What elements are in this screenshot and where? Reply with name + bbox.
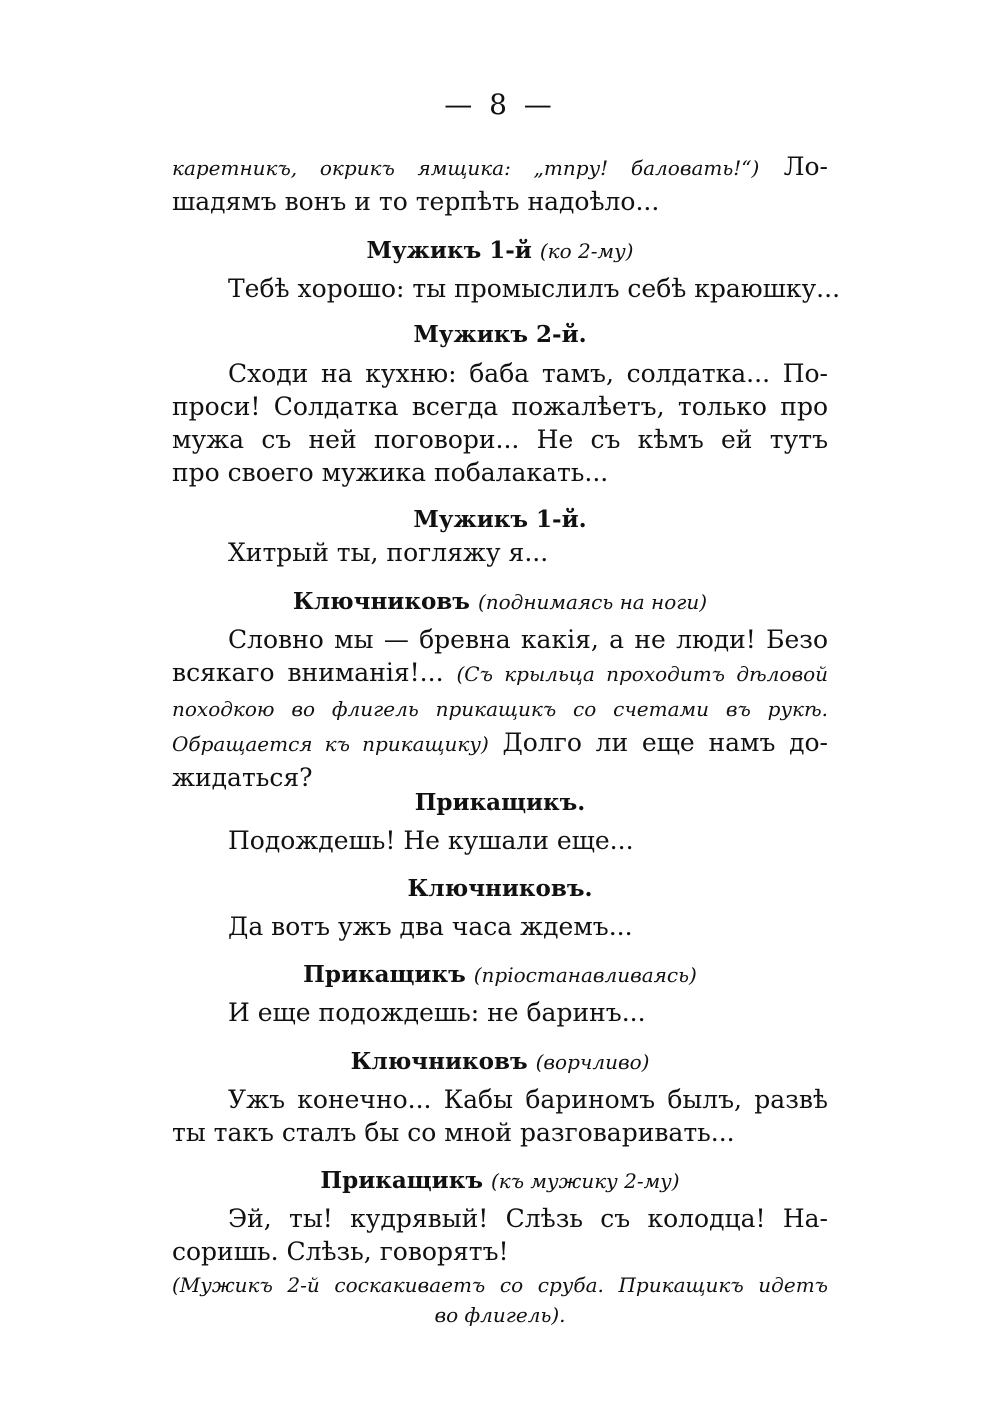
speaker-name: Ключниковъ	[350, 1048, 528, 1075]
speech-paragraph	[172, 357, 828, 489]
stage-direction: (поднимаясь на ноги)	[477, 590, 708, 614]
speech-paragraph	[172, 910, 828, 943]
text-line: (Мужикъ 2-й соскакиваетъ со сруба. Прикащикъ идетъ	[172, 1273, 828, 1297]
speech-paragraph	[172, 996, 828, 1029]
text-line	[172, 726, 828, 761]
speaker-name: Ключниковъ.	[407, 875, 593, 902]
text-line: во флигель).	[434, 1303, 566, 1327]
text-line: про своего мужика побалакать...	[172, 458, 609, 487]
speaker-name: Прикащикъ	[303, 961, 466, 988]
stage-direction: (Съ крыльца проходитъ дѣловой	[456, 662, 829, 686]
text-line: ты такъ сталъ бы со мной разговаривать...	[172, 1118, 735, 1147]
speech-paragraph	[172, 1083, 828, 1149]
text-line: Тебѣ хорошо: ты промыслилъ себѣ краюшку...	[228, 274, 841, 303]
text-line: жидаться?	[172, 763, 313, 792]
speaker-heading	[172, 1166, 828, 1196]
stage-direction: походкою во флигель прикащикъ со счетами въ рукѣ.	[172, 697, 828, 721]
text-line	[172, 150, 828, 185]
speaker-heading	[172, 788, 828, 818]
speaker-heading	[172, 960, 828, 990]
speaker-heading	[172, 874, 828, 904]
text-line	[172, 691, 828, 726]
text-line: Словно мы — бревна какія, а не люди! Безо	[228, 625, 828, 654]
speaker-heading	[172, 587, 828, 617]
stage-direction: каретникъ, окрикъ ямщика: „тпру! баловать!“)	[172, 156, 760, 180]
speaker-name: Ключниковъ	[292, 588, 470, 615]
text-line	[172, 656, 828, 691]
text-line: И еще подождешь: не баринъ...	[228, 998, 646, 1027]
speaker-name: Прикащикъ	[320, 1167, 483, 1194]
stage-direction: (ко 2-му)	[539, 239, 634, 263]
text-fragment: всякаго вниманія!...	[172, 658, 444, 687]
speech-paragraph	[172, 1202, 828, 1268]
text-line: Подождешь! Не кушали еще...	[228, 826, 634, 855]
speech-paragraph	[172, 536, 828, 569]
speaker-heading	[172, 320, 828, 350]
speaker-name: Мужикъ 2-й.	[413, 321, 587, 348]
text-line: соришь. Слѣзь, говорятъ!	[172, 1237, 509, 1266]
text-line: Хитрый ты, погляжу я...	[228, 538, 549, 567]
text-fragment: Долго ли еще намъ до-	[502, 728, 828, 757]
page-number: — 8 —	[444, 88, 556, 121]
speaker-name: Прикащикъ.	[414, 789, 586, 816]
stage-direction: (ворчливо)	[535, 1050, 650, 1074]
text-line: Эй, ты! кудрявый! Слѣзь съ колодца! На-	[228, 1204, 828, 1233]
stage-direction: (къ мужику 2-му)	[490, 1169, 680, 1193]
stage-direction: Обращается къ прикащику)	[172, 732, 489, 756]
closing-stage-direction	[172, 1270, 828, 1330]
text-line: Сходи на кухню: баба тамъ, солдатка... По-	[228, 359, 828, 388]
text-line: мужа съ ней поговори... Не съ кѣмъ ей тутъ	[172, 425, 828, 454]
speaker-name: Мужикъ 1-й.	[413, 506, 587, 533]
text-line: Ужъ конечно... Кабы бариномъ былъ, развѣ	[228, 1085, 828, 1114]
speech-paragraph	[172, 824, 828, 857]
speaker-heading	[172, 505, 828, 535]
speaker-name: Мужикъ 1-й	[366, 237, 532, 264]
speaker-heading	[172, 1047, 828, 1077]
text-line: проси! Солдатка всегда пожалѣетъ, только про	[172, 392, 828, 421]
speaker-heading	[172, 236, 828, 266]
text-fragment: Ло-	[783, 152, 828, 181]
speech-paragraph	[172, 623, 828, 794]
text-line: Да вотъ ужъ два часа ждемъ...	[228, 912, 633, 941]
stage-direction: (пріостанавливаясь)	[473, 963, 697, 987]
speech-paragraph	[172, 272, 841, 305]
continued-paragraph	[172, 150, 828, 218]
text-line: шадямъ вонъ и то терпѣть надоѣло...	[172, 187, 660, 216]
